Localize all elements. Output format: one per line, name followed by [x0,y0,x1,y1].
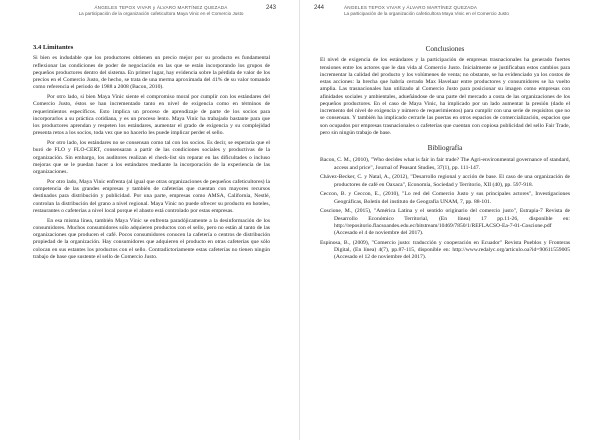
header-authors: ÁNGELES TEPOX VIVAR y ÁLVARO MARTÍNEZ QUEZADA [94,5,228,10]
page-number: 243 [266,5,277,11]
header-title: La participación de la organización cafeticultora Maya Vinic en el Comercio Justo [78,11,244,16]
paragraph: Por otro lado, si bien Maya Vinic siente el compromiso moral por cumplir con los estándares del Comercio Justo, éstos se han incrementado tanto en nivel de exigencia como en términos de requerimientos específicos. Esto implica un proceso de aprendizaje de parte de los socios para incorporarlos a su práctica cotidiana, y es un proceso lento. Maya Vinic ha trabajado bastante para que los productores aprendan y respeten los estándares, aumentar el grado de exigencia y su complejidad presenta retos a los socios, toda vez que no hacerlo les puede implicar perder el sello. [33,94,270,137]
conclusions-heading: Conclusiones [425,45,465,53]
reference-entry: Coscione, M., (2015), "América Latina y el sentido originario del comercio justo", Estrapia-7 Revista de Desarrollo Económico Territorial, (En línea) 17 pp.11-26, disponible en: http://repositorio.flacsoandes.edu.ec/bitstream/10469/7850/1/REFLACSO-Ea-7-01-Coscione.pdf (Accesado el 4 de noviembre del 2017). [320,208,570,236]
paragraph: El nivel de exigencia de los estándares y la participación de empresas trasnacionales ha generado fuertes tensiones entre los actores que le dan vida al Comercio Justo. Inicialmente se justificaban estos cambios para incrementar la calidad del producto y los volúmenes de venta; no obstante, se ha evidenciado ya los costos de estas acciones: la brecha que habría cerrado Max Havelaar entre productores y consumidores se ha vuelto amplia. Las trasnacionales han utilizado al Comercio Justo para posicionar su imagen como empresas con afinidades sociales y ambientales, adueñándose de una parte del mercado a costa de las organizaciones de los pequeños productores. En el caso de Maya Vinic, ha implicado por un lado aumentar la presión (dado el incremento del nivel de exigencia y número de requerimientos) para cumplir con una serie de requisitos que no se consensan. Y también ha implicado cerrarle las puertas en otros espacios de comercialización, espacios que son ocupados por empresas trasnacionales o cafeterías que cuentan con copiosa publicidad del sello Fair Trade, pero sin ningún trabajo de base. [320,57,570,136]
paragraph: Por otro lado, Maya Vinic enfrenta (al igual que otras organizaciones de pequeños cafeticultores) la competencia de las grandes empresas y también de cafeterías que cuentan con mayores recursos destinados para distribución y publicidad. Por una parte, empresas como AMSA, California, Nestlé, controlan la distribución del grano a nivel regional. Maya Vinic no puede ofrecer su producto en hoteles, restaurantes o cafeterías a nivel local porque el abasto está controlado por estas empresas. [33,178,270,214]
reference-list [320,157,570,261]
reference-entry: Bacon, C. M., (2010), "Who decides what is fair in fair trade? The Agri-environmental governance of standard, access and price", Journal of Peasant Studies, 37(1), pp. 111-147. [320,157,570,171]
running-header [344,5,554,17]
bibliography-heading: Bibliografía [427,144,463,152]
body-column [320,46,570,264]
paragraph: Si bien es indudable que los productores obtienen un precio mejor por su producto es fundamental reflexionar las condiciones de poder de negociación en las que se están incorporando los grupos de pequeños productores dentro del sistema. En primer lugar, hay evidencia sobre la pérdida de valor de los precios en el Comercio Justo, de hecho, se trata de una merma aproximada del 41% de su valor tomando como referencia el periodo de 1988 a 2008 (Bacon, 2010). [33,55,270,91]
paragraph: Por otro lado, los estándares no se consensan como tal con los socios. Es decir, se esperaría que el buró de FLO y FLO-CERT, consensaran a partir de las condiciones sociales y productivas de la organización. Sin embargo, los auditores realizan el check-list sin reparar en las dificultades o incluso mejoras que se le puedan hacer a los estándares mediante la incorporación de la experiencia de las organizaciones. [33,140,270,175]
running-header [56,5,266,17]
section-heading: 3.4 Limitantes [33,44,74,51]
header-title: La participación de la organización cafeticultora Maya Vinic en el Comercio Justo [344,11,509,16]
reference-entry: Ceccon, B. y Ceccon, E., (2010), "Lo red del Comercio Justo y sus principales actores", Investigaciones Geográficas, Boletín del instituto de Geografía UNAM, 7, pp. 88-101. [320,191,570,205]
reference-entry: Chávez-Becker, C. y Natal, A., (2012), "Desarrollo regional y acción de base. El caso de una organización de productores de café en Oaxaca", Economía, Sociedad y Territorio, XII (40), pp. 597-918. [320,174,570,188]
reference-entry: Espinosa, B., (2009), "Comercio justo: traducción y cooperación en Ecuador" Revista Pueblos y Fronteras Digital, (En línea) 4(7), pp.87-115, disponible en: http://www.redalyc.org/articulo.oa?id=90611559005 (Accesado el 12 de noviembre del 2017). [320,239,570,261]
right-page [300,0,600,440]
paragraph: En esa misma línea, también Maya Vinic se enfrenta paradójicamente a la desinformación de los consumidores. Muchos consumidores sólo adquieren productos con el sello, pero no están al tanto de las organizaciones que producen el café. Pocos consumidores conocen la cafetería o centros de distribución propiedad de la organización. Hay consumidores que adquieren el producto en otras cafeterías que sólo colocan en sus estantes los productos con el sello. Contradictoriamente estas cafeterías no tienen ningún trabajo de base que sustente el sello de Comercio Justo. [33,217,270,260]
header-authors: ÁNGELES TEPOX VIVAR y ÁLVARO MARTÍNEZ QUEZADA [344,5,478,10]
page-number: 244 [314,5,325,11]
body-column [33,44,270,264]
